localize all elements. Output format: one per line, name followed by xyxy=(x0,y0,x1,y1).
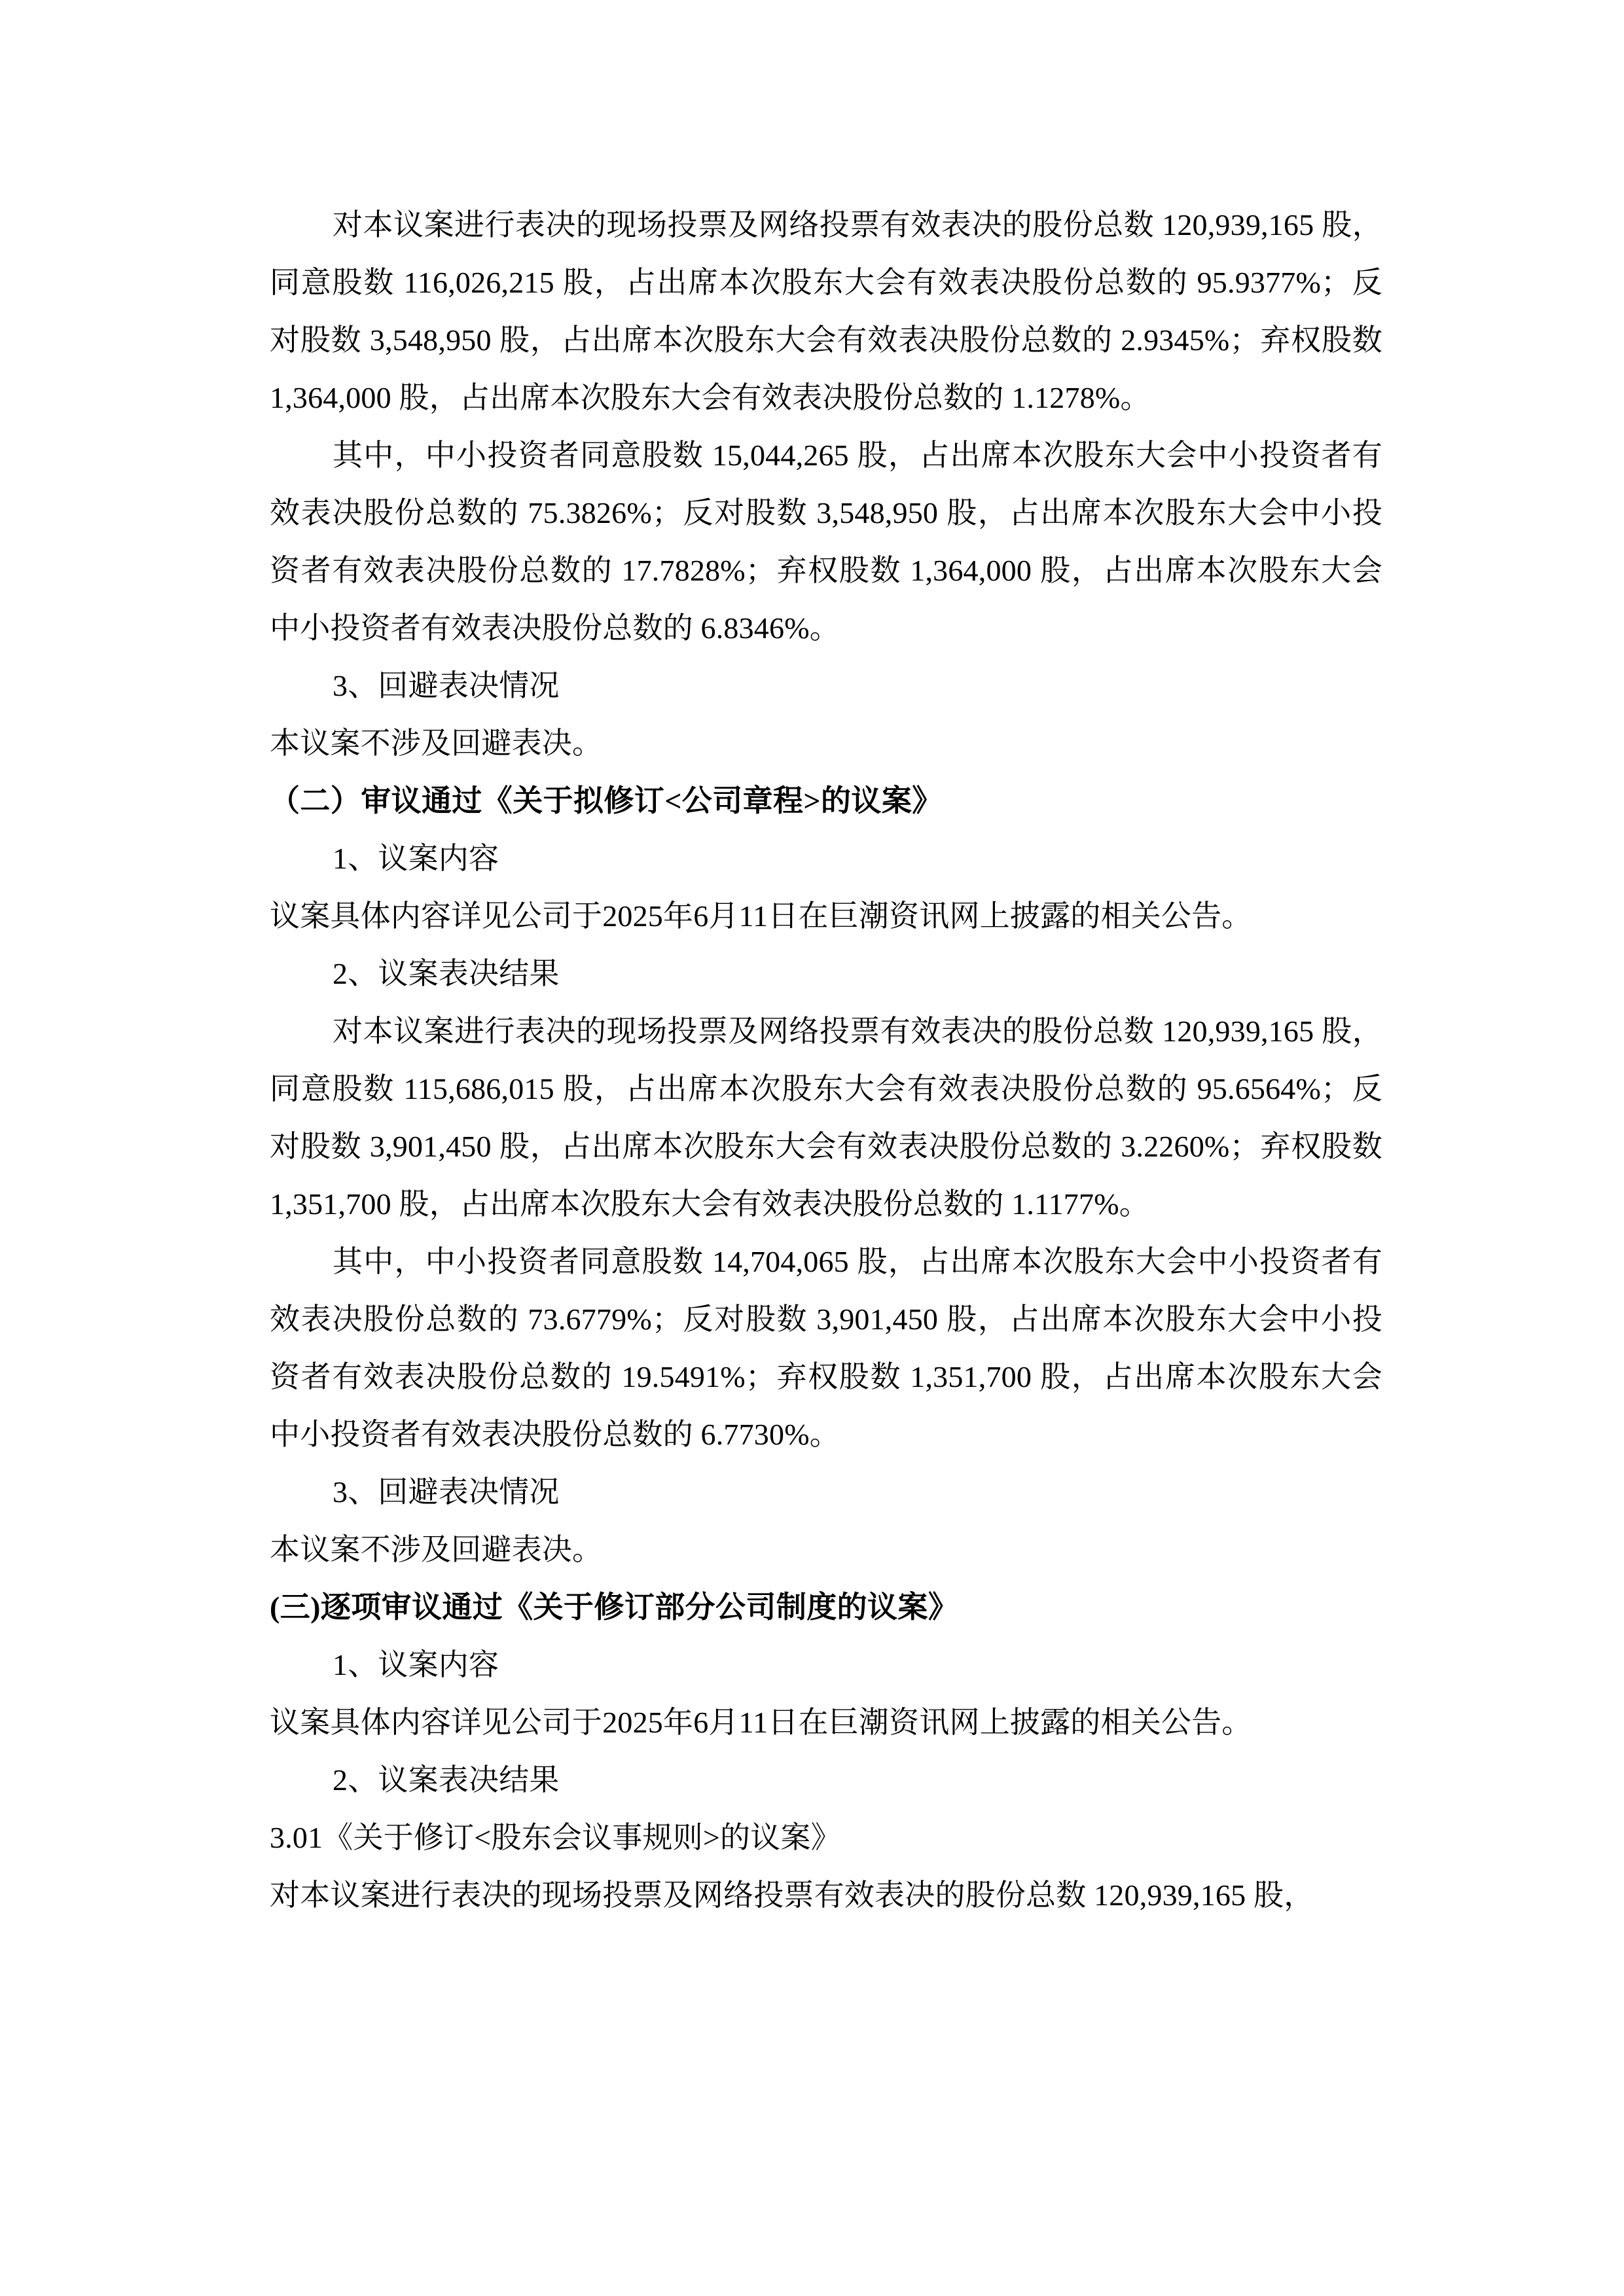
heading-section-three: (三)逐项审议通过《关于修订部分公司制度的议案》 xyxy=(270,1590,959,1624)
label-recusal-section2: 3、回避表决情况 xyxy=(333,1475,560,1509)
label-proposal-content-section2: 1、议案内容 xyxy=(333,842,499,875)
heading-section-two: （二）审议通过《关于拟修订<公司章程>的议案》 xyxy=(270,784,943,817)
paragraph-proposal1-vote-total: 对本议案进行表决的现场投票及网络投票有效表决的股份总数 120,939,165 股，同意股数 116,026,215 股，占出席本次股东大会有效表决股份总数的 95.9377%；反对股数 3,548,950 股，占出席本次股东大会有效表决股份总数的 2.9345%；弃权股数 1,364,000 股，占出席本次股东大会有效表决股份总数的 1.1278%。 xyxy=(270,208,1382,414)
text-proposal-content-section3: 议案具体内容详见公司于2025年6月11日在巨潮资讯网上披露的相关公告。 xyxy=(270,1706,1252,1739)
subitem-3-01-title: 3.01《关于修订<股东会议事规则>的议案》 xyxy=(270,1821,841,1854)
paragraph-proposal3-01-vote-partial: 对本议案进行表决的现场投票及网络投票有效表决的股份总数 120,939,165 股， xyxy=(270,1878,1314,1912)
text-proposal-content-section2: 议案具体内容详见公司于2025年6月11日在巨潮资讯网上披露的相关公告。 xyxy=(270,899,1252,933)
text-recusal-section1: 本议案不涉及回避表决。 xyxy=(270,726,603,760)
label-voting-result-section2: 2、议案表决结果 xyxy=(333,957,560,990)
document-body xyxy=(270,196,1382,1924)
paragraph-proposal1-vote-minority: 其中，中小投资者同意股数 15,044,265 股，占出席本次股东大会中小投资者有效表决股份总数的 75.3826%；反对股数 3,548,950 股，占出席本次股东大会中小投资者有效表决股份总数的 17.7828%；弃权股数 1,364,000 股，占出席本次股东大会中小投资者有效表决股份总数的 6.8346%。 xyxy=(270,439,1382,645)
label-proposal-content-section3: 1、议案内容 xyxy=(333,1648,499,1681)
label-recusal-section1: 3、回避表决情况 xyxy=(333,669,560,702)
paragraph-proposal2-vote-minority: 其中，中小投资者同意股数 14,704,065 股，占出席本次股东大会中小投资者有效表决股份总数的 73.6779%；反对股数 3,901,450 股，占出席本次股东大会中小投资者有效表决股份总数的 19.5491%；弃权股数 1,351,700 股，占出席本次股东大会中小投资者有效表决股份总数的 6.7730%。 xyxy=(270,1245,1382,1451)
paragraph-proposal2-vote-total: 对本议案进行表决的现场投票及网络投票有效表决的股份总数 120,939,165 股，同意股数 115,686,015 股，占出席本次股东大会有效表决股份总数的 95.6564%；反对股数 3,901,450 股，占出席本次股东大会有效表决股份总数的 3.2260%；弃权股数 1,351,700 股，占出席本次股东大会有效表决股份总数的 1.1177%。 xyxy=(270,1014,1382,1221)
text-recusal-section2: 本议案不涉及回避表决。 xyxy=(270,1533,603,1566)
label-voting-result-section3: 2、议案表决结果 xyxy=(333,1763,560,1797)
